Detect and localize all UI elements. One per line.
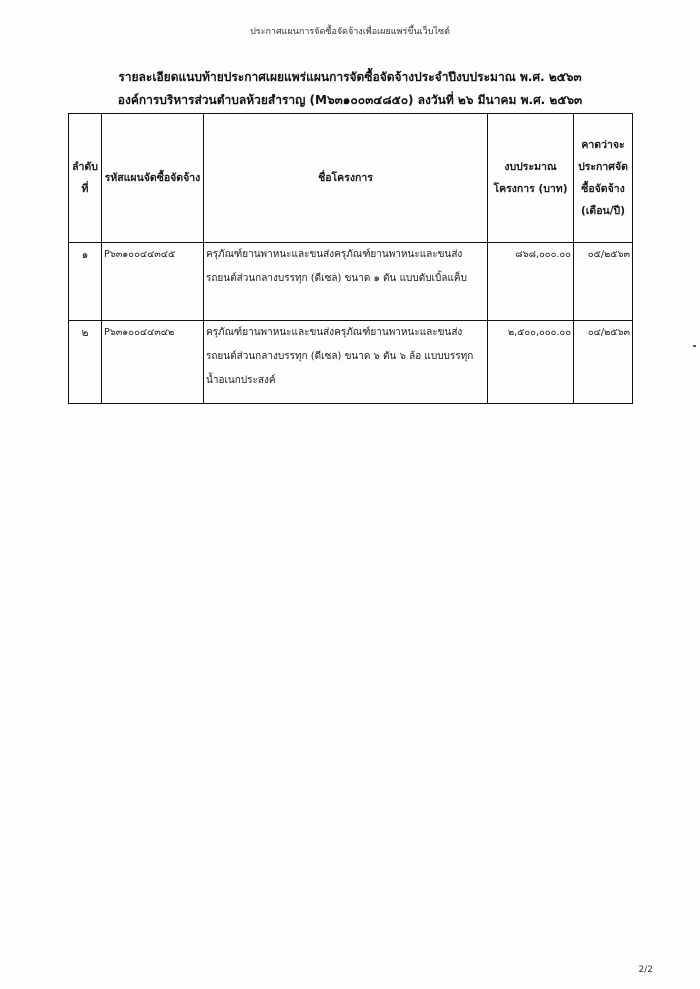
row-budget: ๒,๕๐๐,๐๐๐.๐๐	[488, 321, 574, 404]
row-code: P๖๓๑๐๐๔๔๓๔๒	[102, 321, 204, 404]
procurement-plan-table	[68, 113, 633, 404]
row-no: ๑	[69, 243, 102, 321]
table-header-row	[69, 114, 633, 243]
scan-artifact	[693, 345, 696, 347]
header-name: ชื่อโครงการ	[204, 114, 488, 243]
header-code: รหัสแผนจัดซื้อจัดจ้าง	[102, 114, 204, 243]
row-date: ๐๔/๒๕๖๓	[574, 321, 633, 404]
header-no: ลำดับที่	[69, 114, 102, 243]
row-budget: ๘๖๘,๐๐๐.๐๐	[488, 243, 574, 321]
document-title: รายละเอียดแนบท้ายประกาศเผยแพร่แผนการจัดซื้อจัดจ้างประจำปีงบประมาณ พ.ศ. ๒๕๖๓	[118, 70, 582, 84]
header-budget: งบประมาณโครงการ (บาท)	[488, 114, 574, 243]
page-number: 2/2	[638, 965, 653, 975]
row-no: ๒	[69, 321, 102, 404]
table-row	[69, 243, 633, 321]
table-row	[69, 321, 633, 404]
header-date: คาดว่าจะประกาศจัดซื้อจัดจ้าง (เดือน/ปี)	[574, 114, 633, 243]
header-note: ประกาศแผนการจัดซื้อจัดจ้างเพื่อเผยแพร่ขึ้นเว็บไซต์	[250, 27, 450, 37]
row-date: ๐๕/๒๕๖๓	[574, 243, 633, 321]
row-name: ครุภัณฑ์ยานพาหนะและขนส่งครุภัณฑ์ยานพาหนะและขนส่ง รถยนต์ส่วนกลางบรรทุก (ดีเซล) ขนาด ๖ ตัน ๖ ล้อ แบบบรรทุกน้ำอเนกประสงค์	[204, 321, 488, 404]
row-name: ครุภัณฑ์ยานพาหนะและขนส่งครุภัณฑ์ยานพาหนะและขนส่ง รถยนต์ส่วนกลางบรรทุก (ดีเซล) ขนาด ๑ ตัน แบบดับเบิ้ลแค็บ	[204, 243, 488, 321]
row-code: P๖๓๑๐๐๔๔๓๔๕	[102, 243, 204, 321]
document-subtitle: องค์การบริหารส่วนตำบลห้วยสำราญ (M๖๓๑๐๐๓๔๘๕๐) ลงวันที่ ๒๖ มีนาคม พ.ศ. ๒๕๖๓	[117, 93, 583, 107]
